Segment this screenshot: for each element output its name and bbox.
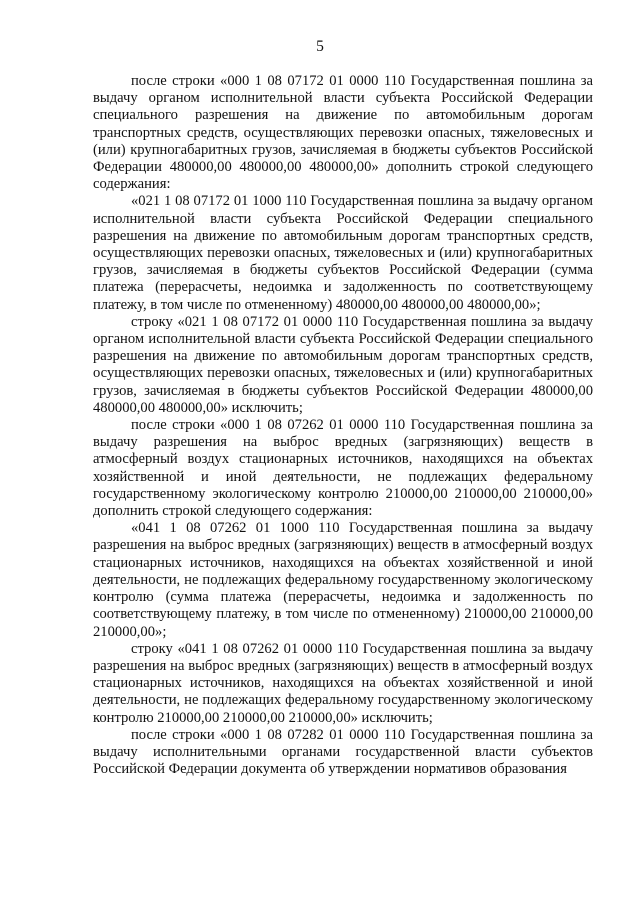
paragraph-6: строку «041 1 08 07262 01 0000 110 Государственная пошлина за выдачу разрешения на выброс вредных (загрязняющих) веществ в атмосферный воздух стационарных источников, находящихся на объектах хозяйственной и иной деятельности, не подлежащих федеральному государственному экологическому контролю 210000,00 210000,00 210000,00» исключить; <box>93 640 593 726</box>
paragraph-7: после строки «000 1 08 07282 01 0000 110 Государственная пошлина за выдачу исполнительными органами государственной власти субъектов Российской Федерации документа об утверждении нормативов образования <box>93 726 593 778</box>
document-body <box>93 73 593 778</box>
paragraph-3: строку «021 1 08 07172 01 0000 110 Государственная пошлина за выдачу органом исполнительной власти субъекта Российской Федерации специального разрешения на движение по автомобильным дорогам транспортных средств, осуществляющих перевозки опасных, тяжеловесных и (или) крупногабаритных грузов, зачисляемая в бюджеты субъектов Российской Федерации 480000,00 480000,00 480000,00» исключить; <box>93 313 593 416</box>
paragraph-1: после строки «000 1 08 07172 01 0000 110 Государственная пошлина за выдачу органом исполнительной власти субъекта Российской Федерации специального разрешения на движение по автомобильным дорогам транспортных средств, осуществляющих перевозки опасных, тяжеловесных и (или) крупногабаритных грузов, зачисляемая в бюджеты субъектов Российской Федерации 480000,00 480000,00 480000,00» дополнить строкой следующего содержания: <box>93 73 593 193</box>
paragraph-4: после строки «000 1 08 07262 01 0000 110 Государственная пошлина за выдачу разрешения на выброс вредных (загрязняющих) веществ в атмосферный воздух стационарных источников, находящихся на объектах хозяйственной и иной деятельности, не подлежащих федеральному государственному экологическому контролю 210000,00 210000,00 210000,00» дополнить строкой следующего содержания: <box>93 417 593 520</box>
page-number: 5 <box>316 38 324 55</box>
paragraph-5: «041 1 08 07262 01 1000 110 Государственная пошлина за выдачу разрешения на выброс вредных (загрязняющих) веществ в атмосферный воздух стационарных источников, находящихся на объектах хозяйственной и иной деятельности, не подлежащих федеральному государственному экологическому контролю (сумма платежа (перерасчеты, недоимка и задолженность по соответствующему платежу, в том числе по отмененному) 210000,00 210000,00 210000,00»; <box>93 520 593 640</box>
paragraph-2: «021 1 08 07172 01 1000 110 Государственная пошлина за выдачу органом исполнительной власти субъекта Российской Федерации специального разрешения на движение по автомобильным дорогам транспортных средств, осуществляющих перевозки опасных, тяжеловесных и (или) крупногабаритных грузов, зачисляемая в бюджеты субъектов Российской Федерации (сумма платежа (перерасчеты, недоимка и задолженность по соответствующему платежу, в том числе по отмененному) 480000,00 480000,00 480000,00»; <box>93 193 593 313</box>
